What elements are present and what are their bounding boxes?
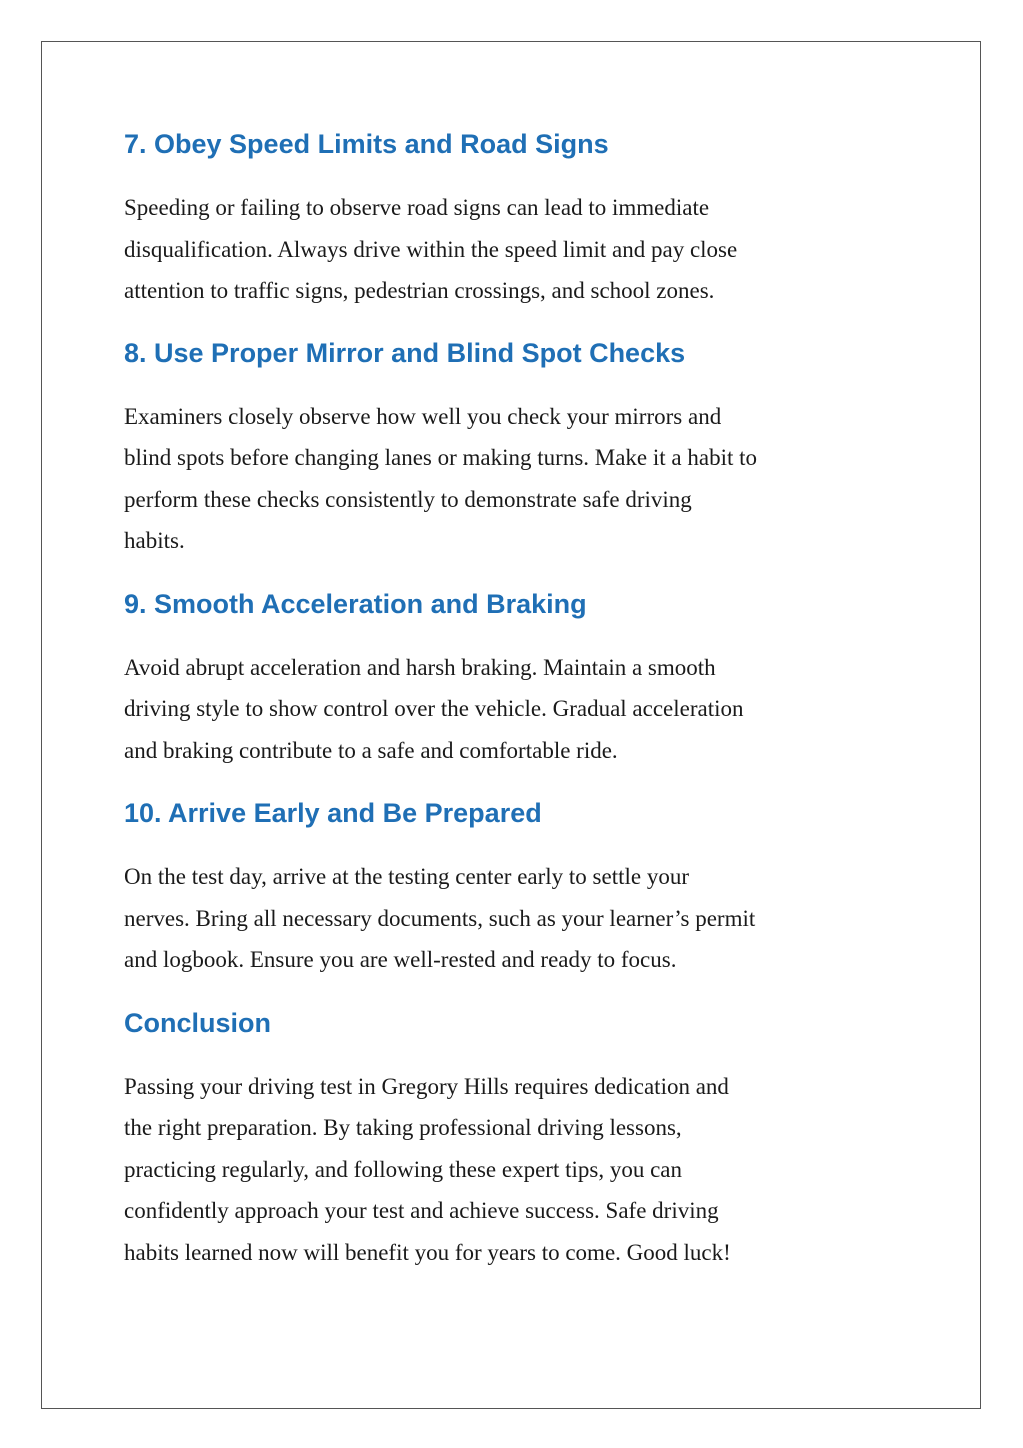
- section-paragraph: [124, 647, 914, 772]
- section-paragraph: [124, 1066, 914, 1274]
- paragraph-line: Passing your driving test in Gregory Hills requires dedication and: [124, 1073, 729, 1099]
- section-heading: 7. Obey Speed Limits and Road Signs: [124, 129, 609, 159]
- section-arrive-early: [124, 793, 914, 981]
- section-heading: Conclusion: [124, 1007, 271, 1038]
- paragraph-line: Avoid abrupt acceleration and harsh braking. Maintain a smooth: [124, 654, 716, 680]
- paragraph-line: On the test day, arrive at the testing center early to settle your: [124, 864, 689, 889]
- paragraph-line: Examiners closely observe how well you check your mirrors and: [124, 403, 722, 429]
- section-heading: 9. Smooth Acceleration and Braking: [124, 588, 587, 619]
- section-paragraph: [124, 856, 914, 981]
- section-paragraph: [124, 396, 914, 562]
- section-conclusion: [124, 1003, 914, 1274]
- paragraph-line: the right preparation. By taking professional driving lessons,: [124, 1115, 682, 1140]
- paragraph-line: disqualification. Always drive within the speed limit and pay close: [124, 236, 738, 262]
- paragraph-line: driving style to show control over the vehicle. Gradual acceleration: [124, 696, 744, 721]
- section-obey-speed-limits: [124, 124, 914, 312]
- section-paragraph: [124, 187, 914, 312]
- section-heading: 10. Arrive Early and Be Prepared: [124, 798, 542, 828]
- section-heading: 8. Use Proper Mirror and Blind Spot Checks: [124, 337, 686, 368]
- paragraph-line: habits.: [124, 528, 185, 553]
- section-mirror-checks: [124, 333, 914, 562]
- paragraph-line: habits learned now will benefit you for years to come. Good luck!: [124, 1239, 731, 1265]
- paragraph-line: perform these checks consistently to demonstrate safe driving: [124, 486, 692, 512]
- paragraph-line: Speeding or failing to observe road signs can lead to immediate: [124, 195, 710, 220]
- paragraph-line: and logbook. Ensure you are well-rested and ready to focus.: [124, 947, 677, 972]
- document-content: [124, 124, 914, 1273]
- paragraph-line: practicing regularly, and following these expert tips, you can: [124, 1156, 682, 1182]
- paragraph-line: and braking contribute to a safe and comfortable ride.: [124, 737, 618, 763]
- paragraph-line: blind spots before changing lanes or making turns. Make it a habit to: [124, 445, 758, 470]
- paragraph-line: confidently approach your test and achieve success. Safe driving: [124, 1198, 719, 1223]
- section-smooth-acceleration: [124, 584, 914, 772]
- paragraph-line: nerves. Bring all necessary documents, such as your learner’s permit: [124, 905, 756, 931]
- paragraph-line: attention to traffic signs, pedestrian crossings, and school zones.: [124, 278, 715, 303]
